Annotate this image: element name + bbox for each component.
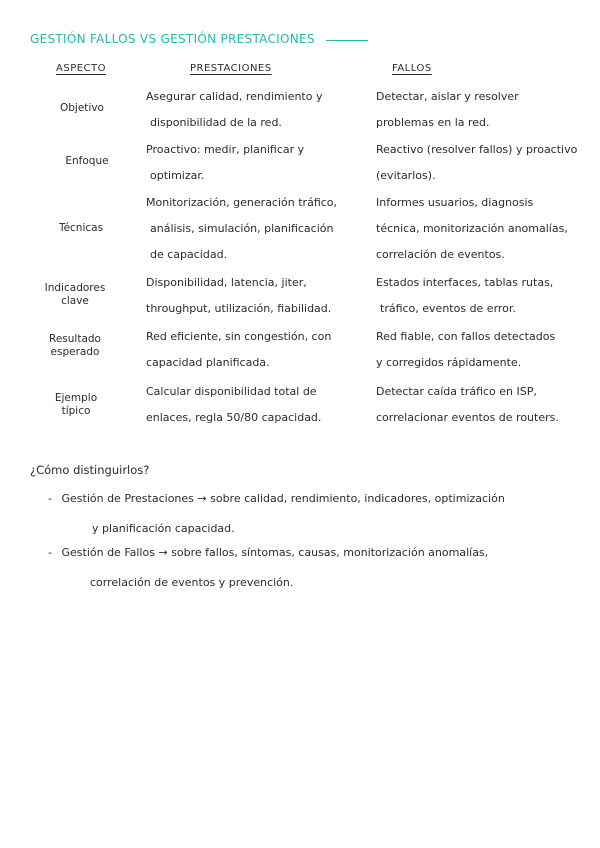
row-tecnicas-fallos-line: correlación de eventos. xyxy=(376,248,505,261)
row-ejemplo-aspecto-line: típico xyxy=(61,405,91,417)
row-tecnicas-fallos-line: técnica, monitorización anomalías, xyxy=(376,222,568,235)
bullet-prestaciones-text: Gestión de Prestaciones → sobre calidad, rendimiento, indicadores, optimización xyxy=(61,492,505,505)
row-enfoque-prestaciones xyxy=(146,137,304,189)
bullet-fallos-line: correlación de eventos y prevención. xyxy=(90,576,294,589)
row-indicadores-fallos-line: Estados interfaces, tablas rutas, xyxy=(376,276,554,289)
row-enfoque-aspecto: Enfoque xyxy=(65,155,109,167)
bullet-fallos xyxy=(48,538,488,598)
row-indicadores-prestaciones-line: throughput, utilización, fiabilidad. xyxy=(146,302,332,315)
row-objetivo-prestaciones-line: Asegurar calidad, rendimiento y xyxy=(146,90,323,103)
bullet-prestaciones-line xyxy=(48,484,505,514)
row-objetivo-fallos-line: problemas en la red. xyxy=(376,116,490,129)
row-tecnicas-aspecto: Técnicas xyxy=(58,222,104,234)
question-heading: ¿Cómo distinguirlos? xyxy=(30,463,150,477)
row-enfoque-prestaciones-line: Proactivo: medir, planificar y xyxy=(146,143,305,156)
row-indicadores-aspecto-line: Indicadores xyxy=(44,282,106,294)
row-tecnicas-prestaciones-line: análisis, simulación, planificación xyxy=(150,222,334,235)
row-objetivo-prestaciones xyxy=(146,84,322,136)
header-fallos: FALLOS xyxy=(392,63,432,74)
row-resultado-fallos-line: Red fiable, con fallos detectados xyxy=(376,330,556,343)
row-tecnicas-prestaciones xyxy=(146,190,337,268)
bullet-prestaciones-line: y planificación capacidad. xyxy=(92,522,235,535)
row-resultado-aspecto-line: Resultado xyxy=(49,333,101,345)
header-aspecto: ASPECTO xyxy=(56,63,106,74)
row-objetivo-fallos-line: Detectar, aislar y resolver xyxy=(376,90,519,103)
row-ejemplo-aspecto-line: Ejemplo xyxy=(54,392,98,404)
title-underline xyxy=(326,40,368,41)
row-tecnicas-fallos xyxy=(376,190,568,268)
row-resultado-fallos-line: y corregidos rápidamente. xyxy=(376,356,522,369)
row-tecnicas-prestaciones-line: de capacidad. xyxy=(150,248,228,261)
bullet-marker: - xyxy=(48,492,52,505)
row-resultado-aspecto xyxy=(36,333,114,359)
bullet-prestaciones xyxy=(48,484,505,544)
row-tecnicas-fallos-line: Informes usuarios, diagnosis xyxy=(376,196,534,209)
row-ejemplo-prestaciones-line: enlaces, regla 50/80 capacidad. xyxy=(146,411,322,424)
bullet-marker: - xyxy=(48,546,52,559)
row-enfoque-prestaciones-line: optimizar. xyxy=(150,169,205,182)
bullet-fallos-text: Gestión de Fallos → sobre fallos, síntomas, causas, monitorización anomalías, xyxy=(61,546,489,559)
row-resultado-aspecto-line: esperado xyxy=(50,346,100,358)
row-tecnicas-prestaciones-line: Monitorización, generación tráfico, xyxy=(146,196,338,209)
page-title: GESTIÓN FALLOS VS GESTIÓN PRESTACIONES xyxy=(30,32,315,46)
row-indicadores-aspecto xyxy=(36,282,114,308)
row-indicadores-prestaciones xyxy=(146,270,331,322)
row-ejemplo-prestaciones xyxy=(146,379,321,431)
row-resultado-fallos xyxy=(376,324,555,376)
row-indicadores-fallos xyxy=(376,270,553,322)
row-enfoque-fallos-line: Reactivo (resolver fallos) y proactivo xyxy=(376,143,578,156)
bullet-fallos-line xyxy=(48,538,488,568)
row-ejemplo-fallos xyxy=(376,379,559,431)
row-resultado-prestaciones-line: capacidad planificada. xyxy=(146,356,270,369)
row-ejemplo-fallos-line: correlacionar eventos de routers. xyxy=(376,411,559,424)
header-prestaciones: PRESTACIONES xyxy=(190,63,272,74)
row-indicadores-fallos-line: tráfico, eventos de error. xyxy=(380,302,516,315)
row-ejemplo-aspecto xyxy=(40,392,112,418)
row-enfoque-fallos-line: (evitarlos). xyxy=(376,169,436,182)
row-enfoque-fallos xyxy=(376,137,577,189)
row-ejemplo-prestaciones-line: Calcular disponibilidad total de xyxy=(146,385,317,398)
row-objetivo-fallos xyxy=(376,84,519,136)
row-indicadores-prestaciones-line: Disponibilidad, latencia, jiter, xyxy=(146,276,307,289)
row-objetivo-prestaciones-line: disponibilidad de la red. xyxy=(150,116,282,129)
row-resultado-prestaciones-line: Red eficiente, sin congestión, con xyxy=(146,330,332,343)
row-indicadores-aspecto-line: clave xyxy=(61,295,89,307)
row-ejemplo-fallos-line: Detectar caída tráfico en ISP, xyxy=(376,385,537,398)
row-objetivo-aspecto: Objetivo xyxy=(60,102,104,114)
row-resultado-prestaciones xyxy=(146,324,331,376)
